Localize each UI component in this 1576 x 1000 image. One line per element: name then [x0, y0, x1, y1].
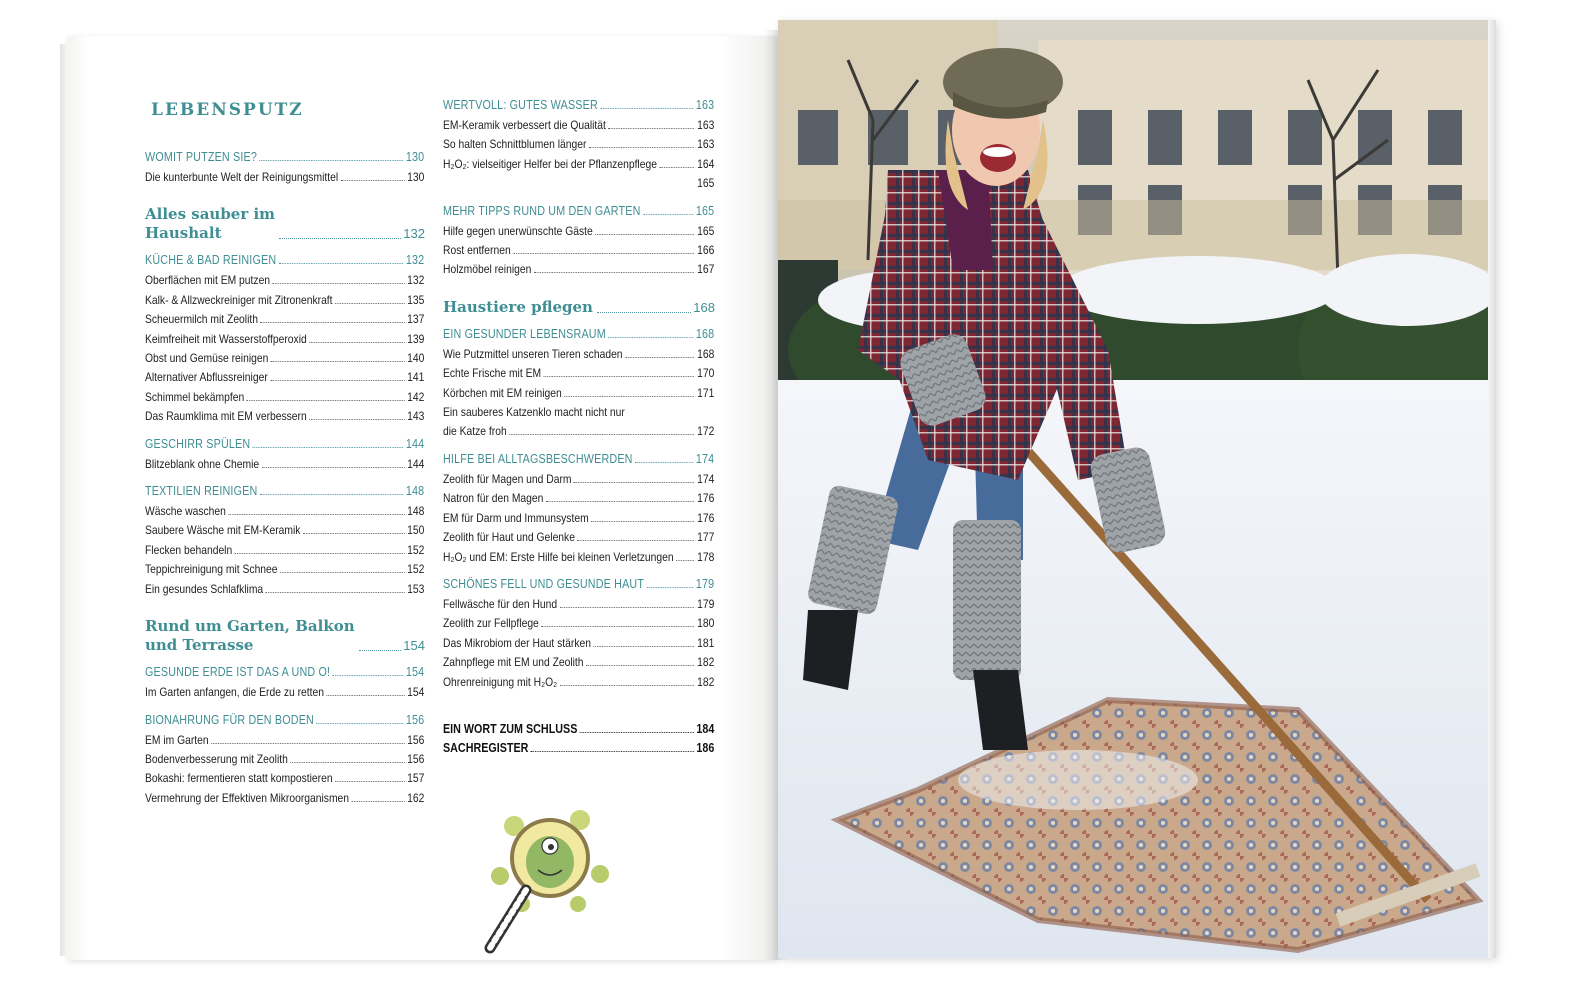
toc-page-number: 163	[697, 137, 715, 152]
toc-page-number: 137	[407, 312, 425, 327]
toc-leader-dots	[589, 147, 695, 148]
toc-leader-dots	[513, 253, 694, 254]
toc-leader-dots	[270, 380, 404, 381]
toc-page-number: 165	[697, 223, 715, 238]
toc-entry	[443, 241, 714, 260]
toc-text: Echte Frische mit EM	[443, 366, 542, 381]
toc-text: Teppichreinigung mit Schnee	[145, 562, 278, 577]
magnifier-mascot-icon	[470, 796, 630, 956]
toc-leader-dots	[660, 167, 695, 168]
toc-entry	[145, 291, 424, 310]
toc-text: GESCHIRR SPÜLEN	[145, 436, 251, 451]
toc-entry	[145, 750, 424, 769]
toc-section	[443, 98, 714, 112]
toc-leader-dots	[261, 322, 405, 323]
toc-entry	[145, 683, 424, 702]
toc-leader-dots	[228, 514, 404, 515]
toc-text: Rost entfernen	[443, 243, 511, 258]
toc-leader-dots	[541, 626, 694, 627]
toc-page-number: 186	[696, 741, 715, 756]
toc-leader-dots	[279, 238, 401, 239]
toc-leader-dots	[676, 560, 694, 561]
toc-page-number: 163	[695, 98, 715, 112]
toc-text: HILFE BEI ALLTAGSBESCHWERDEN	[443, 451, 633, 466]
book-section-title: LEBENSPUTZ	[151, 100, 304, 120]
toc-text: TEXTILIEN REINIGEN	[145, 484, 258, 499]
toc-page-number: 165	[695, 203, 715, 218]
toc-leader-dots	[647, 587, 694, 588]
toc-entry	[443, 155, 714, 174]
toc-text: Alles sauber im Haushalt	[145, 205, 276, 243]
toc-page-number: 168	[695, 326, 715, 341]
toc-page-number: 142	[407, 389, 425, 404]
toc-entry	[145, 502, 424, 521]
toc-leader-dots	[608, 337, 693, 338]
toc-leader-dots	[280, 572, 404, 573]
toc-section	[145, 253, 424, 267]
toc-leader-dots	[560, 685, 695, 686]
toc-page-number: 143	[407, 409, 425, 424]
toc-page-number: 174	[697, 471, 715, 486]
toc-entry	[145, 168, 424, 187]
toc-entry	[443, 509, 714, 528]
toc-text: Ein sauberes Katzenklo macht nicht nur	[443, 405, 625, 420]
toc-chapter	[145, 205, 425, 243]
toc-leader-dots	[574, 482, 694, 483]
toc-chapter	[443, 298, 715, 317]
toc-page-number: 148	[407, 504, 425, 519]
toc-text: Scheuermilch mit Zeolith	[145, 312, 258, 327]
toc-text: Bokashi: fermentieren statt kompostieren	[145, 771, 333, 786]
toc-page-number: 163	[697, 118, 715, 132]
toc-page-number: 172	[697, 424, 715, 439]
toc-text: Natron für den Magen	[443, 491, 544, 506]
toc-section	[145, 437, 424, 451]
toc-entry	[145, 731, 424, 750]
toc-text: Hilfe gegen unerwünschte Gäste	[443, 223, 593, 238]
toc-page-number: 178	[697, 549, 715, 564]
toc-entry	[443, 595, 714, 614]
toc-section	[145, 713, 424, 727]
toc-page-number: 153	[407, 581, 425, 596]
toc-page-number: 174	[695, 451, 715, 466]
toc-entry	[443, 548, 714, 567]
toc-entry	[145, 580, 424, 599]
toc-text: WOMIT PUTZEN SIE?	[145, 150, 258, 164]
toc-text: MEHR TIPPS RUND UM DEN GARTEN	[443, 203, 641, 218]
toc-page-number: 141	[407, 370, 425, 385]
toc-section	[443, 327, 714, 341]
toc-text: Bodenverbesserung mit Zeolith	[145, 751, 288, 766]
toc-page-number: 168	[693, 299, 715, 315]
toc-text: SACHREGISTER	[443, 741, 529, 756]
toc-entry	[145, 349, 424, 368]
toc-leader-dots	[253, 447, 403, 448]
toc-entry	[443, 653, 714, 672]
toc-text: Zeolith für Magen und Darm	[443, 471, 572, 486]
toc-page-number: 144	[407, 456, 425, 471]
toc-entry	[443, 116, 714, 135]
toc-leader-dots	[262, 467, 405, 468]
toc-text: EM im Garten	[145, 732, 209, 747]
toc-page-number: 168	[697, 346, 715, 361]
toc-leader-dots	[333, 675, 404, 676]
toc-entry	[443, 489, 714, 508]
toc-leader-dots	[341, 180, 405, 181]
toc-page-number: 156	[407, 751, 425, 766]
toc-section	[443, 204, 714, 218]
toc-page-number: 176	[697, 510, 715, 525]
toc-text: EM für Darm und Immunsystem	[443, 510, 589, 525]
toc-leader-dots	[625, 357, 694, 358]
toc-page-number: 132	[403, 226, 425, 242]
toc-leader-dots	[531, 751, 694, 752]
toc-list-2	[443, 98, 715, 759]
toc-leader-dots	[335, 781, 404, 782]
toc-entry	[145, 560, 424, 579]
toc-text: Wäsche waschen	[145, 504, 226, 519]
toc-text: Flecken behandeln	[145, 542, 233, 557]
toc-leader-dots	[635, 462, 693, 463]
toc-list-1	[145, 150, 425, 808]
toc-entry	[443, 384, 714, 403]
toc-page-number: 181	[697, 635, 715, 650]
toc-leader-dots	[260, 494, 403, 495]
toc-entry	[145, 271, 424, 290]
toc-text: GESUNDE ERDE IST DAS A UND O!	[145, 665, 331, 680]
toc-text: Zahnpflege mit EM und Zeolith	[443, 655, 584, 670]
toc-page-number: 154	[403, 638, 425, 654]
toc-page-number: 179	[697, 596, 715, 611]
toc-entry	[145, 368, 424, 387]
toc-text: Haustiere pflegen	[443, 297, 593, 316]
toc-entry	[443, 403, 714, 422]
toc-page-number: 154	[407, 685, 425, 700]
toc-entry	[145, 789, 424, 808]
toc-text: Obst und Gemüse reinigen	[145, 351, 269, 366]
toc-page-number: 184	[696, 721, 715, 736]
toc-entry	[145, 521, 424, 540]
toc-leader-dots	[597, 312, 691, 313]
toc-text: Alternativer Abflussreiniger	[145, 370, 268, 385]
toc-bold	[443, 739, 714, 758]
toc-section	[443, 577, 714, 591]
toc-entry	[443, 174, 714, 193]
toc-text: die Katze froh	[443, 424, 507, 439]
toc-text: Ohrenreinigung mit H₂O₂	[443, 674, 558, 689]
toc-leader-dots	[359, 650, 402, 651]
toc-chapter	[145, 617, 425, 655]
toc-text: H₂O₂: vielseitiger Helfer bei der Pflanzenpflege	[443, 156, 657, 171]
toc-page-number: 165	[697, 176, 715, 191]
toc-page-number: 132	[407, 273, 425, 288]
toc-text: So halten Schnittblumen länger	[443, 137, 587, 152]
toc-entry	[443, 260, 714, 279]
toc-spacer	[443, 692, 715, 720]
toc-page-number: 130	[405, 150, 425, 164]
toc-entry	[145, 388, 424, 407]
toc-leader-dots	[211, 743, 404, 744]
toc-page-number: 130	[407, 170, 425, 184]
toc-page-number: 179	[695, 576, 715, 591]
toc-leader-dots	[260, 160, 404, 161]
toc-leader-dots	[595, 234, 694, 235]
toc-text: WERTVOLL: GUTES WASSER	[443, 98, 598, 112]
toc-page-number: 156	[405, 712, 425, 727]
toc-text: SCHÖNES FELL UND GESUNDE HAUT	[443, 576, 645, 591]
toc-text: Keimfreiheit mit Wasserstoffperoxid	[145, 331, 307, 346]
toc-page-number: 171	[697, 385, 715, 400]
toc-leader-dots	[564, 396, 694, 397]
toc-section	[443, 452, 714, 466]
toc-entry	[443, 364, 714, 383]
toc-text: H₂O₂ und EM: Erste Hilfe bei kleinen Verletzungen	[443, 549, 674, 564]
toc-column-left	[145, 100, 425, 808]
toc-text: Das Mikrobiom der Haut stärken	[443, 635, 591, 650]
toc-leader-dots	[546, 501, 695, 502]
toc-text: Die kunterbunte Welt der Reinigungsmittel	[145, 170, 339, 184]
toc-text: EM-Keramik verbessert die Qualität	[443, 118, 606, 132]
toc-leader-dots	[560, 607, 695, 608]
toc-leader-dots	[327, 695, 405, 696]
toc-text: Zeolith zur Fellpflege	[443, 616, 539, 631]
toc-entry	[443, 634, 714, 653]
toc-page-number: 177	[697, 530, 715, 545]
toc-leader-dots	[352, 801, 405, 802]
toc-leader-dots	[309, 419, 404, 420]
snow-photo	[778, 20, 1488, 958]
toc-leader-dots	[594, 646, 695, 647]
toc-entry	[145, 541, 424, 560]
toc-leader-dots	[271, 361, 405, 362]
toc-leader-dots	[608, 128, 694, 129]
toc-section	[145, 484, 424, 498]
toc-text: Das Raumklima mit EM verbessern	[145, 409, 307, 424]
toc-entry	[145, 310, 424, 329]
toc-page-number: 162	[407, 790, 425, 805]
toc-entry	[443, 422, 714, 441]
toc-page-number: 180	[697, 616, 715, 631]
toc-entry	[443, 673, 714, 692]
toc-entry	[145, 330, 424, 349]
toc-leader-dots	[273, 283, 405, 284]
toc-entry	[145, 407, 424, 426]
toc-entry	[145, 455, 424, 474]
toc-leader-dots	[279, 263, 403, 264]
toc-text: Holzmöbel reinigen	[443, 262, 532, 277]
toc-leader-dots	[247, 400, 405, 401]
toc-page-number: 166	[697, 243, 715, 258]
toc-text: Wie Putzmittel unseren Tieren schaden	[443, 346, 623, 361]
toc-page-number: 140	[407, 351, 425, 366]
toc-column-right	[443, 88, 715, 759]
right-page	[778, 20, 1496, 958]
toc-entry	[443, 222, 714, 241]
toc-page-number: 156	[407, 732, 425, 747]
toc-leader-dots	[509, 434, 694, 435]
toc-entry	[443, 528, 714, 547]
toc-page-number: 182	[697, 674, 715, 689]
toc-page-number: 139	[407, 331, 425, 346]
toc-text: Fellwäsche für den Hund	[443, 596, 558, 611]
toc-text: Oberflächen mit EM putzen	[145, 273, 271, 288]
toc-text: Körbchen mit EM reinigen	[443, 385, 562, 400]
toc-leader-dots	[591, 521, 694, 522]
toc-text: Blitzeblank ohne Chemie	[145, 456, 260, 471]
toc-entry	[443, 470, 714, 489]
toc-page-number: 152	[407, 542, 425, 557]
toc-leader-dots	[601, 108, 694, 109]
toc-leader-dots	[303, 533, 405, 534]
toc-leader-dots	[534, 272, 695, 273]
toc-page-number: 135	[407, 292, 425, 307]
toc-leader-dots	[578, 540, 695, 541]
toc-page-number: 152	[407, 562, 425, 577]
toc-page-number: 164	[697, 156, 715, 171]
toc-text: Vermehrung der Effektiven Mikroorganismen	[145, 790, 350, 805]
toc-leader-dots	[235, 553, 405, 554]
toc-page-number: 150	[407, 523, 425, 538]
toc-page-number: 157	[407, 771, 425, 786]
toc-text: Schimmel bekämpfen	[145, 389, 245, 404]
toc-text: Saubere Wäsche mit EM-Keramik	[145, 523, 301, 538]
toc-leader-dots	[643, 214, 693, 215]
toc-text: KÜCHE & BAD REINIGEN	[145, 253, 277, 268]
toc-text: EIN GESUNDER LEBENSRAUM	[443, 326, 606, 341]
toc-text: Im Garten anfangen, die Erde zu retten	[145, 685, 324, 700]
toc-page-number: 170	[697, 366, 715, 381]
toc-entry	[443, 345, 714, 364]
toc-text: BIONAHRUNG FÜR DEN BODEN	[145, 712, 314, 727]
toc-page-number: 182	[697, 655, 715, 670]
toc-leader-dots	[335, 303, 404, 304]
toc-leader-dots	[317, 723, 404, 724]
toc-entry	[443, 135, 714, 154]
toc-page-number: 154	[405, 665, 425, 680]
toc-bold	[443, 720, 714, 739]
toc-page-number: 176	[697, 491, 715, 506]
toc-text: EIN WORT ZUM SCHLUSS	[443, 721, 578, 736]
toc-section	[145, 665, 424, 679]
toc-page-number: 148	[405, 484, 425, 499]
toc-section	[145, 150, 424, 164]
toc-page-number: 167	[697, 262, 715, 277]
toc-leader-dots	[544, 376, 695, 377]
toc-page-number: 144	[405, 436, 425, 451]
toc-leader-dots	[586, 665, 694, 666]
toc-leader-dots	[580, 732, 694, 733]
toc-text: Rund um Garten, Balkon und Terrasse	[145, 617, 355, 655]
toc-text: Zeolith für Haut und Gelenke	[443, 530, 575, 545]
toc-text: Kalk- & Allzweckreiniger mit Zitronenkraft	[145, 292, 333, 307]
toc-entry	[145, 769, 424, 788]
toc-page-number: 132	[405, 253, 425, 268]
toc-entry	[443, 614, 714, 633]
toc-leader-dots	[309, 342, 404, 343]
toc-leader-dots	[266, 592, 405, 593]
toc-leader-dots	[290, 762, 404, 763]
toc-text: Ein gesundes Schlafklima	[145, 581, 264, 596]
